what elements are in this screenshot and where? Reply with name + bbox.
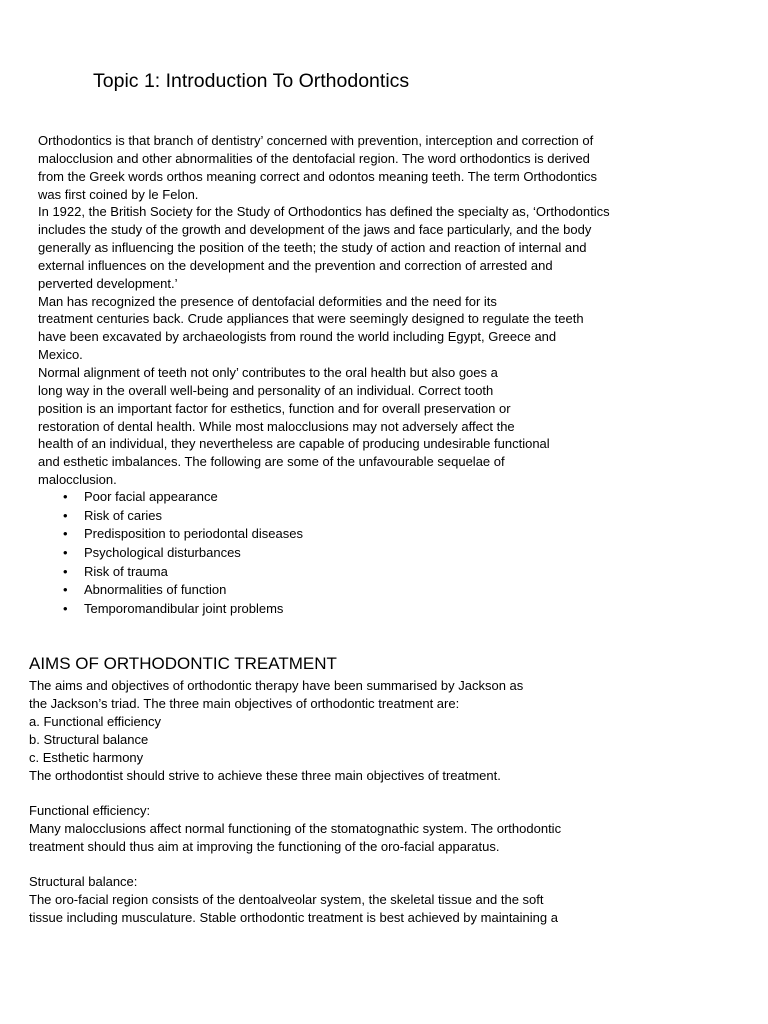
section-heading: Functional efficiency: — [29, 803, 151, 818]
list-item-label: Risk of caries — [84, 507, 163, 523]
text-line: The aims and objectives of orthodontic therapy have been summarised by Jackson as — [29, 678, 524, 693]
bullet-icon: • — [63, 545, 68, 561]
text-line: long way in the overall well-being and personality of an individual. Correct tooth — [38, 382, 494, 398]
intro-paragraphs — [38, 132, 610, 489]
text-line: from the Greek words orthos meaning correct and odontos meaning teeth. The term Orthodontics — [38, 168, 598, 184]
section-heading: Structural balance: — [29, 874, 138, 889]
text-line: Man has recognized the presence of dentofacial deformities and the need for its — [38, 293, 497, 309]
list-item — [63, 600, 303, 619]
list-item — [63, 544, 303, 563]
text-line: have been excavated by archaeologists from round the world including Egypt, Greece and — [38, 329, 557, 345]
bullet-icon: • — [63, 507, 68, 523]
text-line: generally as influencing the position of the teeth; the study of action and reaction of internal and — [38, 240, 587, 256]
list-item — [63, 563, 303, 582]
list-item — [63, 507, 303, 526]
text-line: position is an important factor for esthetics, function and for overall preservation or — [38, 400, 511, 416]
text-line: tissue including musculature. Stable orthodontic treatment is best achieved by maintaining a — [29, 910, 558, 925]
text-line: The orthodontist should strive to achieve these three main objectives of treatment. — [29, 768, 501, 783]
list-item — [63, 525, 303, 544]
text-line: perverted development.’ — [38, 275, 178, 291]
text-line: b. Structural balance — [29, 732, 149, 747]
list-item-label: Temporomandibular joint problems — [84, 601, 284, 617]
aims-heading: AIMS OF ORTHODONTIC TREATMENT — [29, 654, 337, 673]
text-line: Mexico. — [38, 347, 83, 363]
list-item-label: Risk of trauma — [84, 563, 168, 579]
text-line: Orthodontics is that branch of dentistry’ concerned with prevention, interception and correction of — [38, 133, 594, 148]
text-line: In 1922, the British Society for the Study of Orthodontics has defined the specialty as, ‘Orthodontics — [38, 204, 610, 220]
functional-efficiency-section — [29, 802, 561, 856]
text-line: Many malocclusions affect normal functioning of the stomatognathic system. The orthodontic — [29, 821, 562, 836]
text-line: health of an individual, they nevertheless are capable of producing undesirable functional — [38, 436, 550, 452]
structural-balance-section — [29, 873, 558, 927]
bullet-icon: • — [63, 601, 68, 617]
text-line: The oro-facial region consists of the dentoalveolar system, the skeletal tissue and the soft — [29, 892, 544, 907]
text-line: treatment centuries back. Crude appliances that were seemingly designed to regulate the teeth — [38, 311, 584, 327]
text-line: malocclusion. — [38, 472, 117, 488]
text-line: c. Esthetic harmony — [29, 750, 144, 765]
bullet-icon: • — [63, 489, 68, 504]
list-item-label: Predisposition to periodontal diseases — [84, 526, 303, 542]
list-item — [63, 581, 303, 600]
page-title: Topic 1: Introduction To Orthodontics — [93, 70, 410, 92]
text-line: treatment should thus aim at improving the functioning of the oro-facial apparatus. — [29, 839, 500, 854]
aims-paragraph — [29, 677, 523, 785]
list-item — [63, 488, 303, 507]
text-line: the Jackson’s triad. The three main objectives of orthodontic treatment are: — [29, 696, 460, 711]
text-line: external influences on the development and the prevention and correction of arrested and — [38, 257, 553, 273]
bullet-icon: • — [63, 563, 68, 579]
sequelae-list — [63, 488, 303, 619]
bullet-icon: • — [63, 582, 68, 598]
list-item-label: Abnormalities of function — [84, 582, 227, 598]
text-line: Normal alignment of teeth not only’ contributes to the oral health but also goes a — [38, 364, 498, 380]
text-line: includes the study of the growth and development of the jaws and face particularly, and the body — [38, 222, 592, 238]
text-line: a. Functional efficiency — [29, 714, 161, 729]
text-line: restoration of dental health. While most malocclusions may not adversely affect the — [38, 418, 515, 434]
list-item-label: Poor facial appearance — [84, 489, 218, 504]
text-line: was first coined by le Felon. — [38, 186, 199, 202]
text-line: malocclusion and other abnormalities of the dentofacial region. The word orthodontics is derived — [38, 150, 590, 166]
list-item-label: Psychological disturbances — [84, 545, 241, 561]
bullet-icon: • — [63, 526, 68, 542]
text-line: and esthetic imbalances. The following are some of the unfavourable sequelae of — [38, 454, 505, 470]
